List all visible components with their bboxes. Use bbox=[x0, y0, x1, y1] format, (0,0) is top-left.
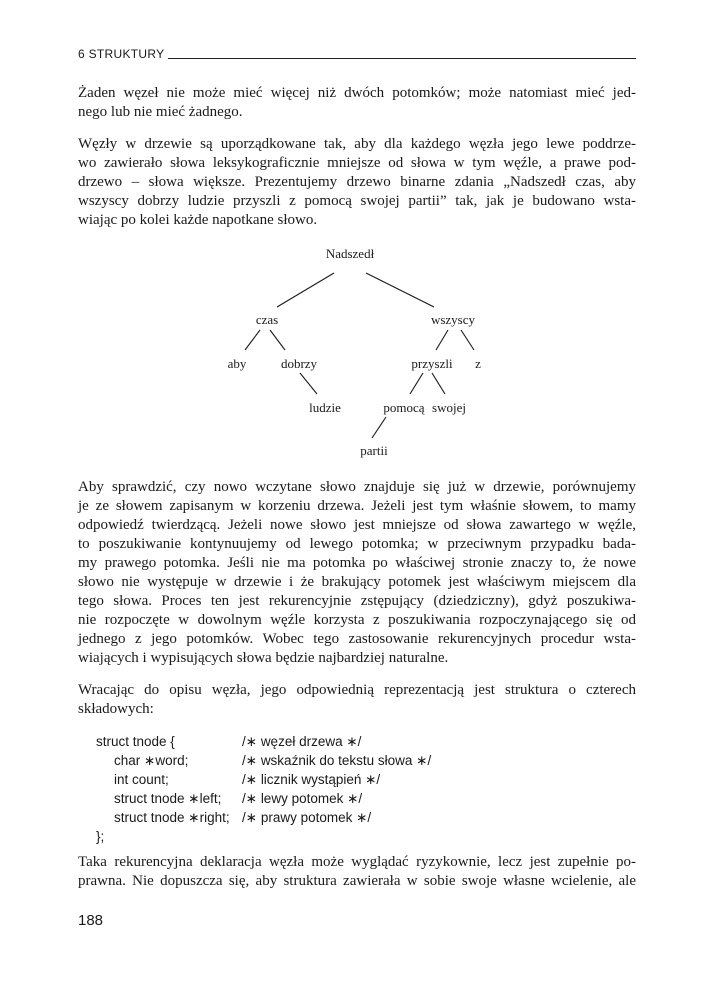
paragraph-2 bbox=[78, 135, 636, 230]
text-line: Żaden węzeł nie może mieć więcej niż dwóch potomków; może natomiast mieć jed- bbox=[78, 85, 636, 101]
node-aby: aby bbox=[227, 356, 247, 371]
node-pomoca: pomocą bbox=[383, 400, 425, 415]
code-text: char ∗word; bbox=[114, 753, 189, 768]
edge-root-czas bbox=[277, 273, 334, 307]
paragraph-4 bbox=[78, 681, 636, 719]
page-number: 188 bbox=[78, 912, 104, 929]
text-line: Taka rekurencyjna deklaracja węzła może wyglądać ryzykownie, lecz jest zupełnie po- bbox=[78, 854, 636, 870]
code-text: struct tnode { bbox=[96, 734, 175, 749]
text-line: wszyscy dobrzy ludzie przyszli z pomocą swojej partii” tak, jak je budowano wsta- bbox=[78, 193, 636, 209]
text-line: nie rozpoczęte w dowolnym węźle korzysta z poszukiwania rozpoczynającego się od bbox=[78, 612, 636, 628]
edge-czas-aby bbox=[245, 330, 260, 350]
text-line: je ze słowem zapisanym w korzeniu drzewa. Jeżeli jest tym właśnie słowem, to mamy bbox=[78, 498, 636, 514]
text-line: wiających i wypisujących słowa będzie najbardziej naturalne. bbox=[78, 650, 449, 666]
text-line: my prawego potomka. Jeśli nie ma potomka po właściwej stronie znaczy to, że nowe bbox=[78, 555, 636, 571]
edge-pomoca-partii bbox=[372, 417, 386, 438]
text-line: słowo nie występuje w drzewie i że brakujący potomek jest właściwym miejscem dla bbox=[78, 574, 636, 590]
node-przyszli: przyszli bbox=[411, 356, 453, 371]
edge-root-wszyscy bbox=[366, 273, 434, 307]
text-line: Węzły w drzewie są uporządkowane tak, aby dla każdego węzła jego lewe poddrze- bbox=[78, 136, 636, 152]
text-line: drzewo – słowa większe. Prezentujemy drzewo binarne zdania „Nadszedł czas, aby bbox=[78, 174, 636, 190]
header-rule bbox=[168, 58, 636, 59]
edge-przyszli-swojej bbox=[432, 373, 445, 394]
code-text: int count; bbox=[114, 772, 169, 787]
node-czas: czas bbox=[255, 312, 279, 327]
code-comment: /∗ licznik wystąpień ∗/ bbox=[242, 772, 381, 787]
code-text: }; bbox=[96, 829, 105, 844]
running-header bbox=[78, 40, 636, 60]
edge-dobrzy-ludzie bbox=[300, 373, 317, 394]
text-line: prawna. Nie dopuszcza się, aby struktura zawierała w sobie swoje własne wcielenie, ale bbox=[78, 873, 636, 889]
paragraph-1 bbox=[78, 84, 636, 122]
edge-czas-dobrzy bbox=[270, 330, 285, 350]
code-comment: /∗ węzeł drzewa ∗/ bbox=[242, 734, 362, 749]
edge-wszyscy-z bbox=[461, 330, 474, 350]
text-line: Wracając do opisu węzła, jego odpowiednią reprezentacją jest struktura o czterech bbox=[78, 682, 636, 698]
text-line: odpowiedź twierdzącą. Jeżeli nowe słowo jest mniejsze od słowa zawartego w węźle, bbox=[78, 517, 636, 533]
text-line: wiając po kolei każde napotkane słowo. bbox=[78, 212, 318, 228]
text-line: tego słowa. Proces ten jest rekurencyjnie zstępujący (dziedziczny), gdyż poszukiwa- bbox=[78, 593, 636, 609]
node-wszyscy: wszyscy bbox=[430, 312, 476, 327]
binary-tree-diagram bbox=[0, 230, 704, 470]
section-title: 6 STRUKTURY bbox=[78, 47, 165, 61]
text-line: wo zawierało słowa leksykograficznie mniejsze od słowa w tym węźle, a prawe pod- bbox=[78, 155, 636, 171]
node-z: z bbox=[475, 356, 481, 371]
node-partii: partii bbox=[360, 443, 388, 458]
edge-przyszli-pomoca bbox=[410, 373, 423, 394]
text-line: jednego z jego potomków. Wobec tego zastosowanie rekurencyjnych procedur wsta- bbox=[78, 631, 636, 647]
node-dobrzy: dobrzy bbox=[280, 356, 318, 371]
code-text: struct tnode ∗right; bbox=[114, 810, 230, 825]
paragraph-5 bbox=[78, 853, 636, 891]
code-comment: /∗ wskaźnik do tekstu słowa ∗/ bbox=[242, 753, 432, 768]
text-line: Aby sprawdzić, czy nowo wczytane słowo znajduje się już w drzewie, porównujemy bbox=[78, 479, 636, 495]
text-line: to poszukiwanie kontynuujemy od lewego potomka; w przeciwnym przypadku bada- bbox=[78, 536, 636, 552]
paragraph-3 bbox=[78, 478, 636, 668]
code-comment: /∗ prawy potomek ∗/ bbox=[242, 810, 372, 825]
edge-wszyscy-przyszli bbox=[436, 330, 448, 350]
node-ludzie: ludzie bbox=[309, 400, 341, 415]
code-text: struct tnode ∗left; bbox=[114, 791, 222, 806]
text-line: nego lub nie mieć żadnego. bbox=[78, 104, 243, 120]
node-swojej: swojej bbox=[432, 400, 466, 415]
code-comment: /∗ lewy potomek ∗/ bbox=[242, 791, 363, 806]
text-line: składowych: bbox=[78, 701, 154, 717]
node-nadszedl: Nadszedł bbox=[325, 246, 375, 261]
